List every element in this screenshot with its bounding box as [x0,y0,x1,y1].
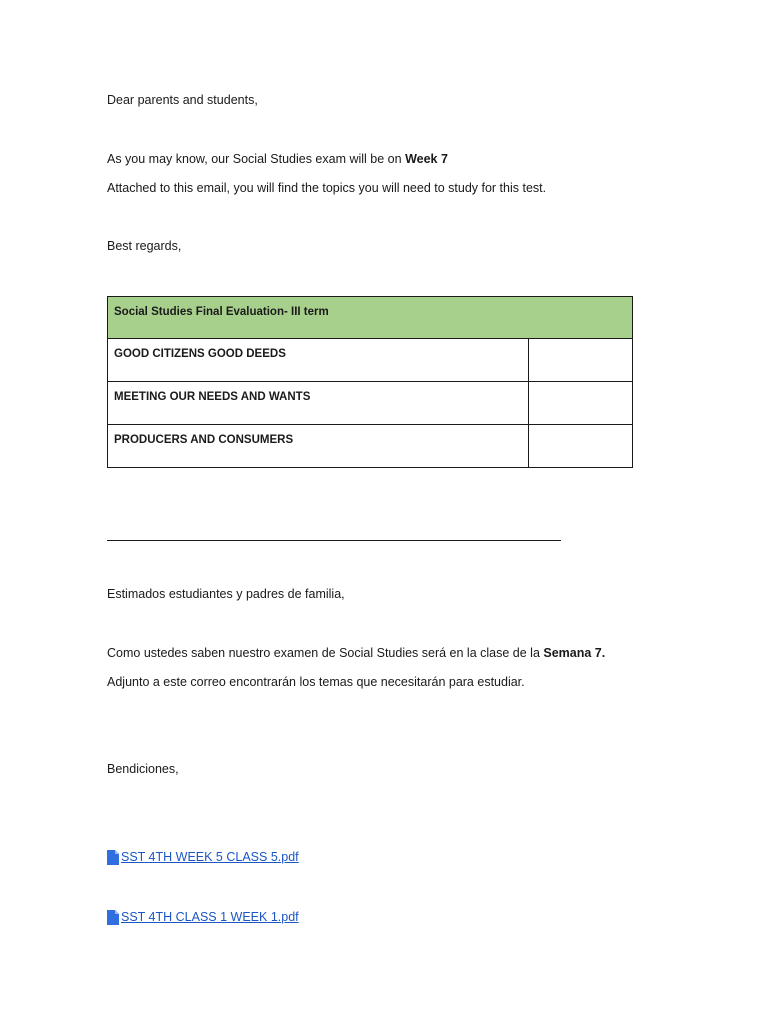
exam-week: Semana 7. [543,646,606,660]
value-cell [529,382,633,425]
exam-line-text: As you may know, our Social Studies exam will be on [107,152,406,166]
table-row [108,382,633,425]
attachment-link[interactable] [107,849,299,865]
greeting-spanish: Estimados estudiantes y padres de familia, [107,587,345,601]
topic-cell: GOOD CITIZENS GOOD DEEDS [108,339,529,382]
separator-line [107,540,561,541]
table-header: Social Studies Final Evaluation- III term [108,297,633,339]
exam-line-english [107,151,448,167]
exam-week: Week 7 [405,152,448,166]
attached-line-english: Attached to this email, you will find the topics you will need to study for this test. [107,181,547,195]
table-header-row [108,297,633,339]
topic-cell: PRODUCERS AND CONSUMERS [108,425,529,468]
topic-cell: MEETING OUR NEEDS AND WANTS [108,382,529,425]
attachment-name: SST 4TH WEEK 5 CLASS 5.pdf [121,850,299,864]
attachment-name: SST 4TH CLASS 1 WEEK 1.pdf [121,910,299,924]
topics-table [107,296,633,468]
closing-english: Best regards, [107,239,182,253]
table-row [108,339,633,382]
attached-line-spanish: Adjunto a este correo encontrarán los temas que necesitarán para estudiar. [107,675,525,689]
greeting-english: Dear parents and students, [107,93,258,107]
value-cell [529,339,633,382]
closing-spanish: Bendiciones, [107,762,179,776]
exam-line-text: Como ustedes saben nuestro examen de Social Studies será en la clase de la [107,646,544,660]
value-cell [529,425,633,468]
table-row [108,425,633,468]
exam-line-spanish [107,645,605,661]
file-icon [107,850,119,865]
file-icon [107,910,119,925]
attachment-link[interactable] [107,909,299,925]
